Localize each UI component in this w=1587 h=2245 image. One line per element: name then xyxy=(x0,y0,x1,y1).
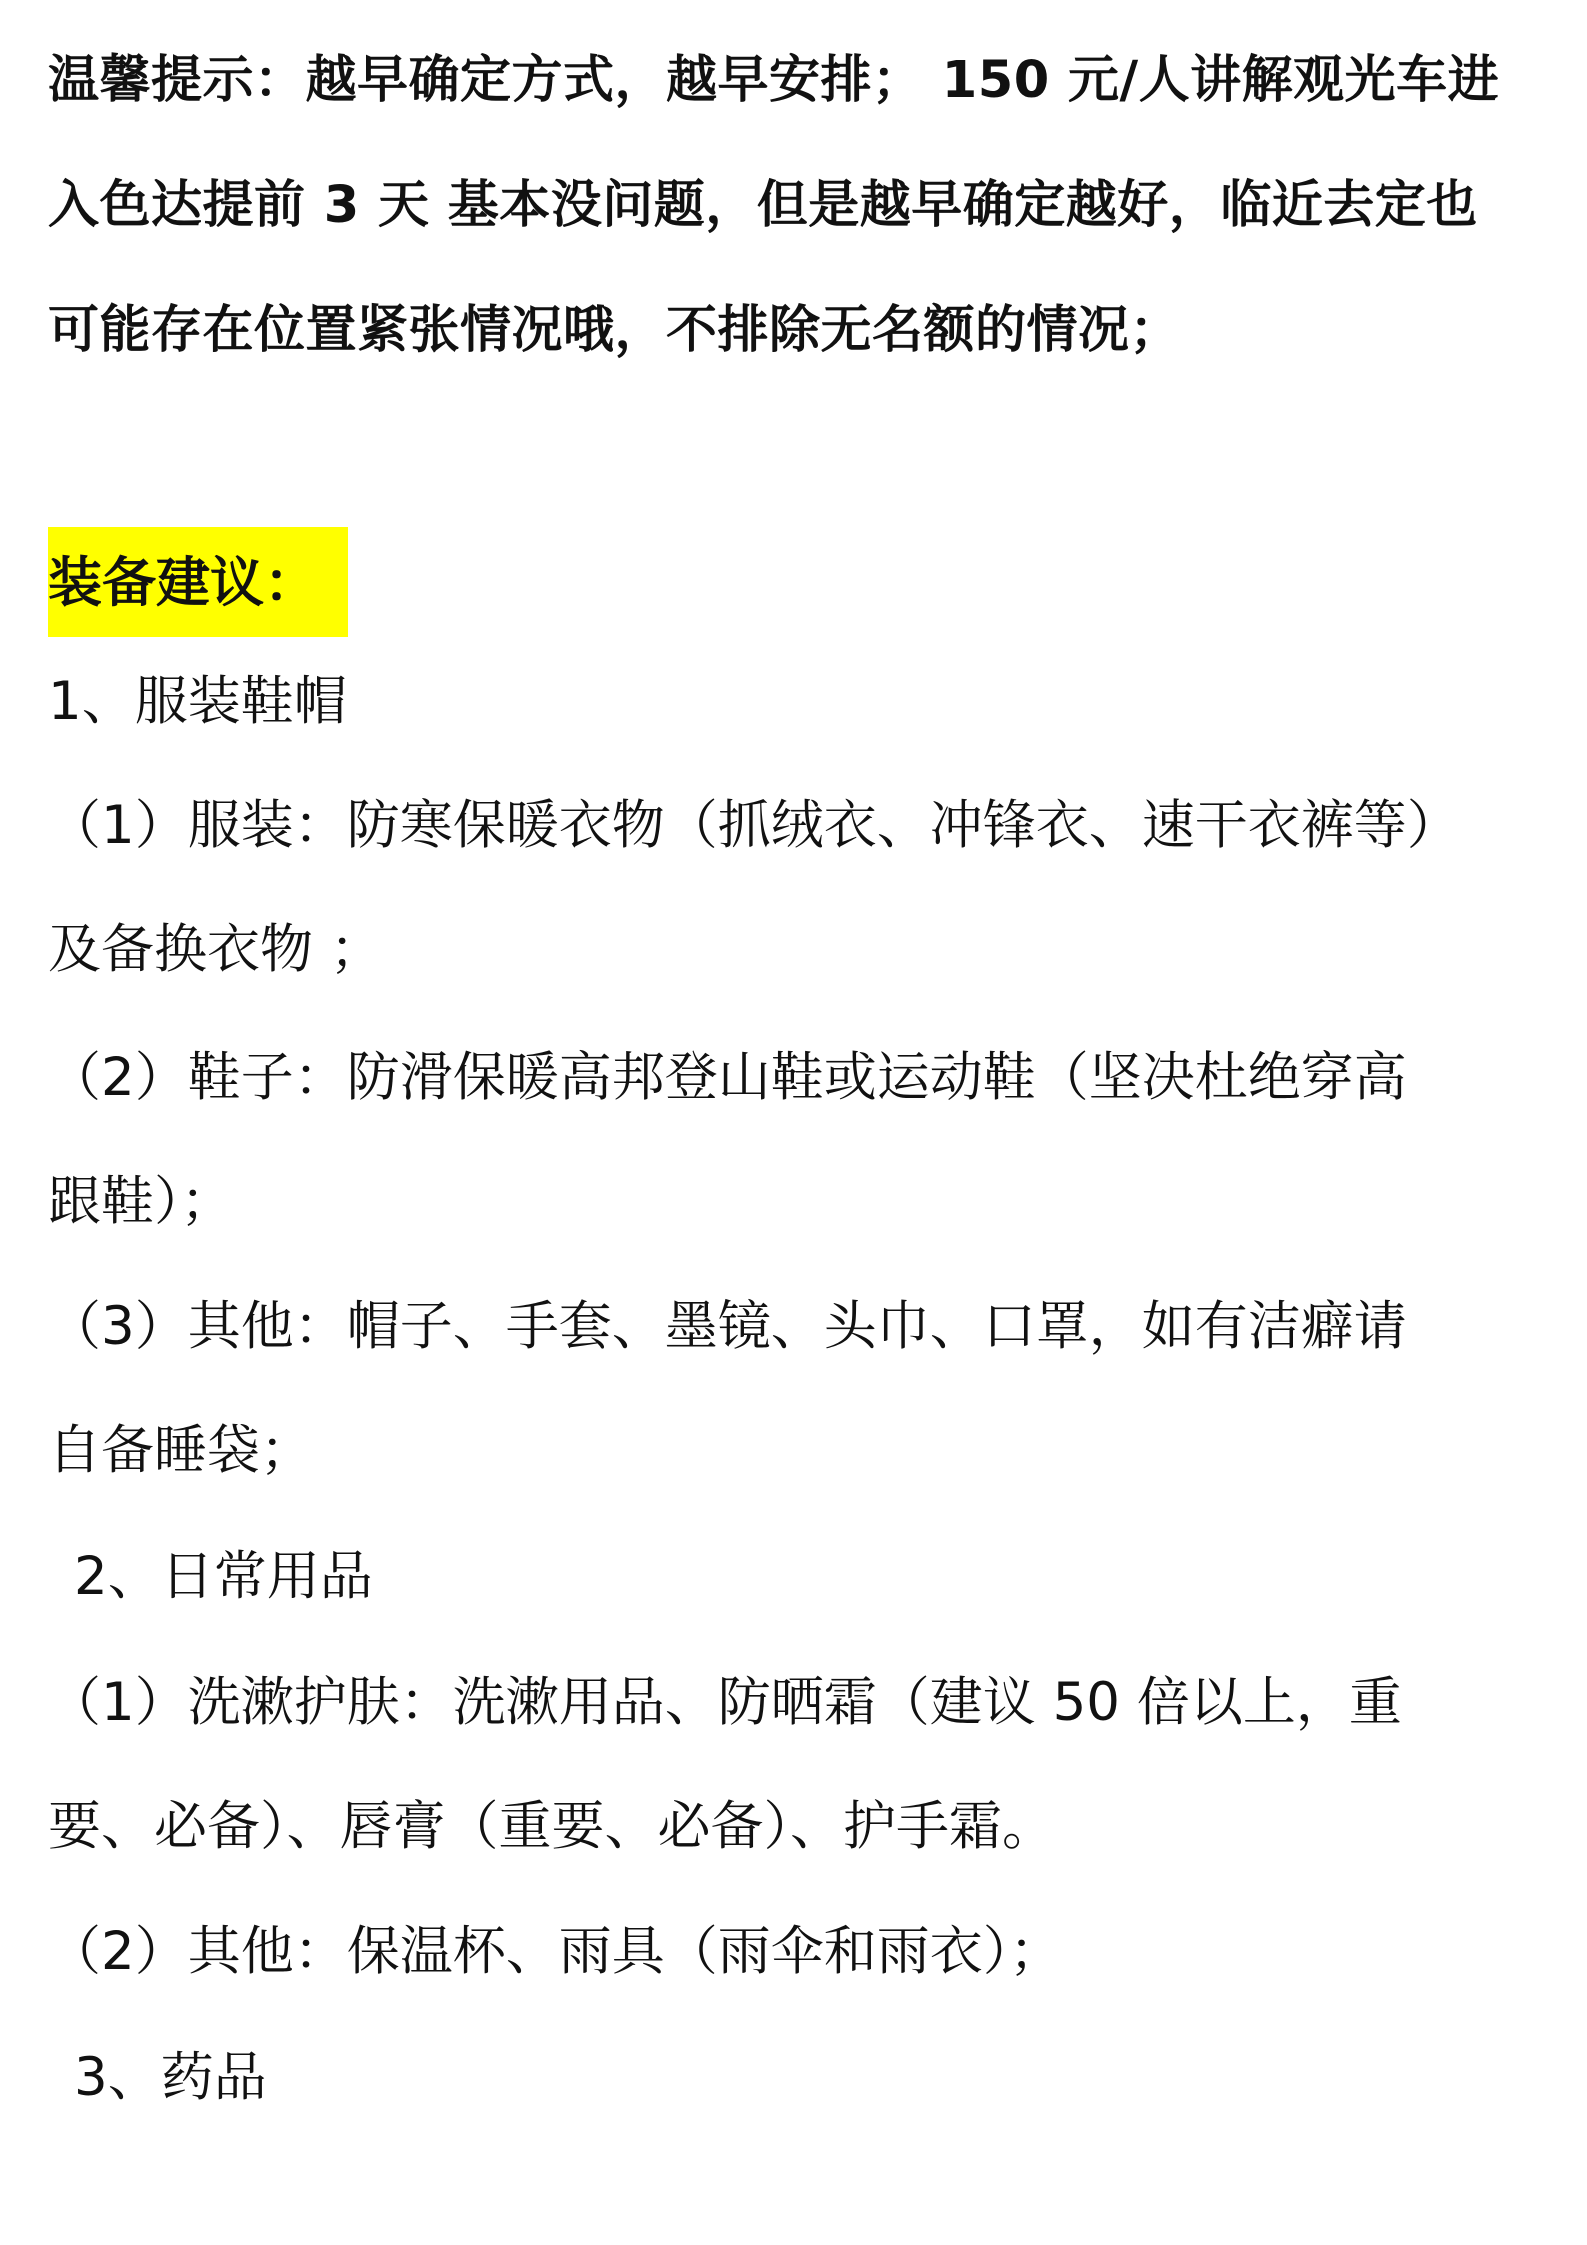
clothing-item-3: （3）其他：帽子、手套、墨镜、头巾、口罩，如有洁癖请 xyxy=(48,1296,1407,1357)
notice-line: 入色达提前 3 天 基本没问题，但是越早确定越好，临近去定也 xyxy=(48,176,1478,235)
section-daily-title: 2、日常用品 xyxy=(74,1546,373,1607)
daily-item-2: （2）其他：保温杯、雨具（雨伞和雨衣）； xyxy=(48,1921,1063,1982)
equipment-heading: 装备建议： xyxy=(48,527,348,637)
clothing-item-3-cont: 自备睡袋； xyxy=(48,1420,313,1481)
notice-line: 可能存在位置紧张情况哦，不排除无名额的情况； xyxy=(48,301,1182,360)
section-clothing-title: 1、服装鞋帽 xyxy=(48,671,347,732)
notice-line: 温馨提示：越早确定方式，越早安排； 150 元/人讲解观光车进 xyxy=(48,51,1500,110)
notice-paragraph xyxy=(48,50,1538,362)
daily-item-1: （1）洗漱护肤：洗漱用品、防晒霜（建议 50 倍以上，重 xyxy=(48,1672,1402,1733)
clothing-item-2: （2）鞋子：防滑保暖高邦登山鞋或运动鞋（坚决杜绝穿高 xyxy=(48,1047,1407,1108)
clothing-item-1: （1）服装：防寒保暖衣物（抓绒衣、冲锋衣、速干衣裤等） xyxy=(48,795,1460,856)
equipment-heading-wrap xyxy=(48,527,348,637)
daily-item-1-cont: 要、必备）、唇膏（重要、必备）、护手霜。 xyxy=(48,1796,1055,1857)
clothing-item-1-cont: 及备换衣物 ； xyxy=(48,919,383,980)
clothing-item-2-cont: 跟鞋）； xyxy=(48,1171,234,1232)
section-medicine-title: 3、药品 xyxy=(74,2047,267,2108)
document-page xyxy=(48,50,1538,2108)
